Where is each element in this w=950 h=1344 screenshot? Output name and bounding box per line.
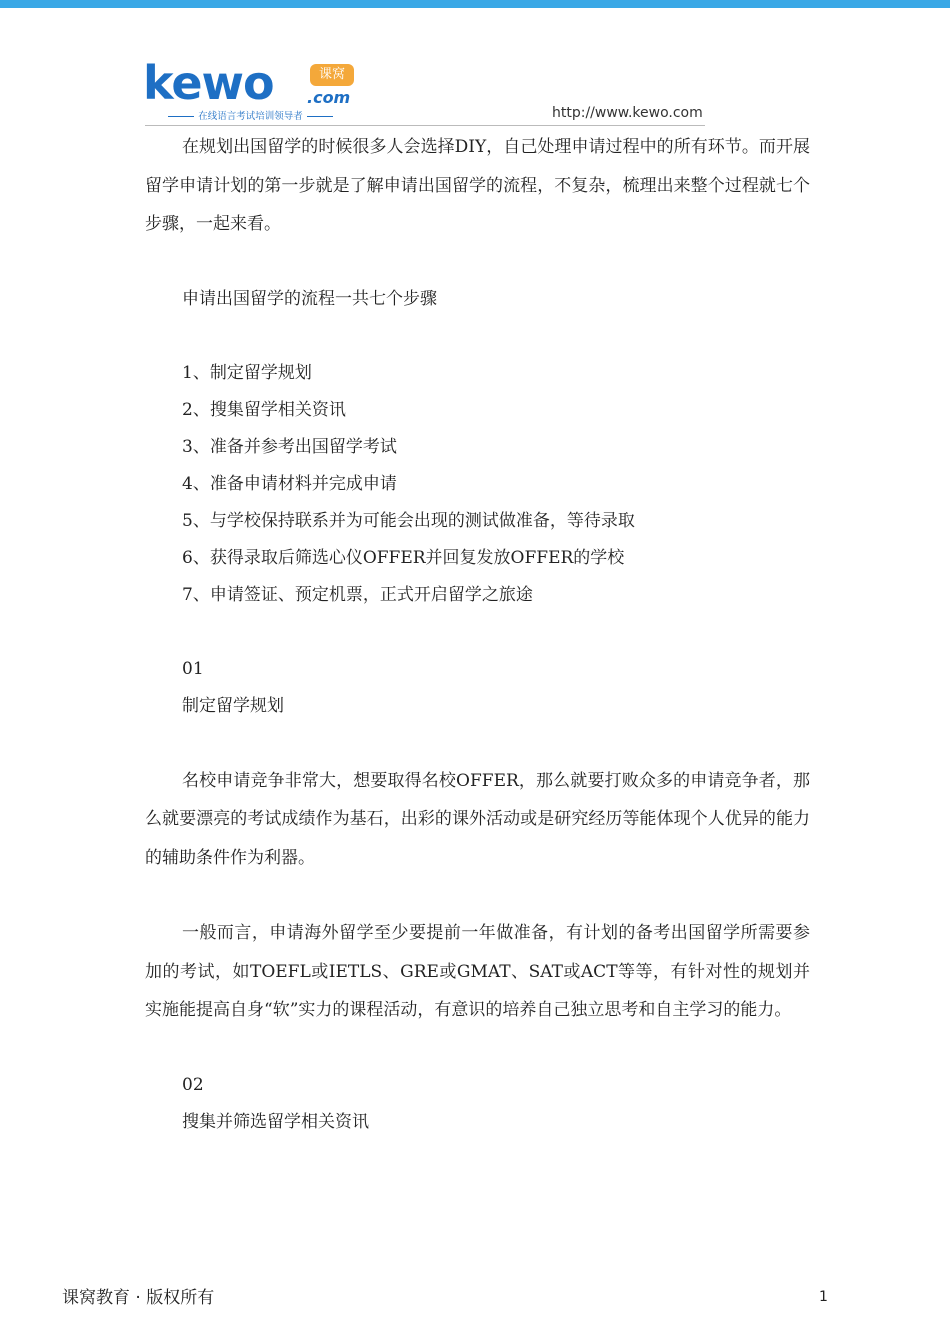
section-title: 搜集并筛选留学相关资讯	[182, 1111, 369, 1132]
kewo-logo[interactable]	[143, 56, 358, 122]
step-item: 1、制定留学规划	[182, 362, 312, 383]
logo-wordmark: kewo	[143, 56, 274, 110]
steps-heading: 申请出国留学的流程一共七个步骤	[182, 288, 437, 309]
logo-domain: .com	[307, 88, 351, 107]
step-item: 3、准备并参考出国留学考试	[182, 436, 397, 457]
document-body	[145, 128, 810, 1141]
logo-slogan: 在线语言考试培训领导者	[143, 108, 358, 122]
step-item: 4、准备申请材料并完成申请	[182, 473, 397, 494]
top-accent-bar	[0, 0, 950, 8]
intro-paragraph: 在规划出国留学的时候很多人会选择DIY，自己处理申请过程中的所有环节。而开展留学申请计划的第一步就是了解申请出国留学的流程，不复杂，梳理出来整个过程就七个步骤，一起来看。	[145, 137, 810, 234]
steps-list	[145, 355, 810, 614]
section-title: 制定留学规划	[182, 695, 284, 716]
page-number: 1	[819, 1289, 828, 1305]
step-item: 6、获得录取后筛选心仪OFFER并回复发放OFFER的学校	[182, 547, 625, 568]
site-url[interactable]: http://www.kewo.com	[552, 105, 703, 121]
section-number: 02	[182, 1074, 204, 1095]
logo-badge: 课窝	[310, 64, 354, 86]
footer-copyright: 课窝教育 · 版权所有	[62, 1288, 215, 1308]
section-paragraph: 名校申请竞争非常大，想要取得名校OFFER，那么就要打败众多的申请竞争者，那么就要漂亮的考试成绩作为基石，出彩的课外活动或是研究经历等能体现个人优异的能力的辅助条件作为利器。	[145, 770, 810, 868]
header-divider	[145, 125, 705, 126]
section-number: 01	[182, 658, 204, 679]
step-item: 5、与学校保持联系并为可能会出现的测试做准备，等待录取	[182, 510, 635, 531]
section-paragraph: 一般而言，申请海外留学至少要提前一年做准备，有计划的备考出国留学所需要参加的考试，如TOEFL或IETLS、GRE或GMAT、SAT或ACT等等，有针对性的规划并实施能提高自身“软”实力的课程活动，有意识的培养自己独立思考和自主学习的能力。	[145, 923, 810, 1020]
step-item: 2、搜集留学相关资讯	[182, 399, 346, 420]
step-item: 7、申请签证、预定机票，正式开启留学之旅途	[182, 584, 533, 605]
